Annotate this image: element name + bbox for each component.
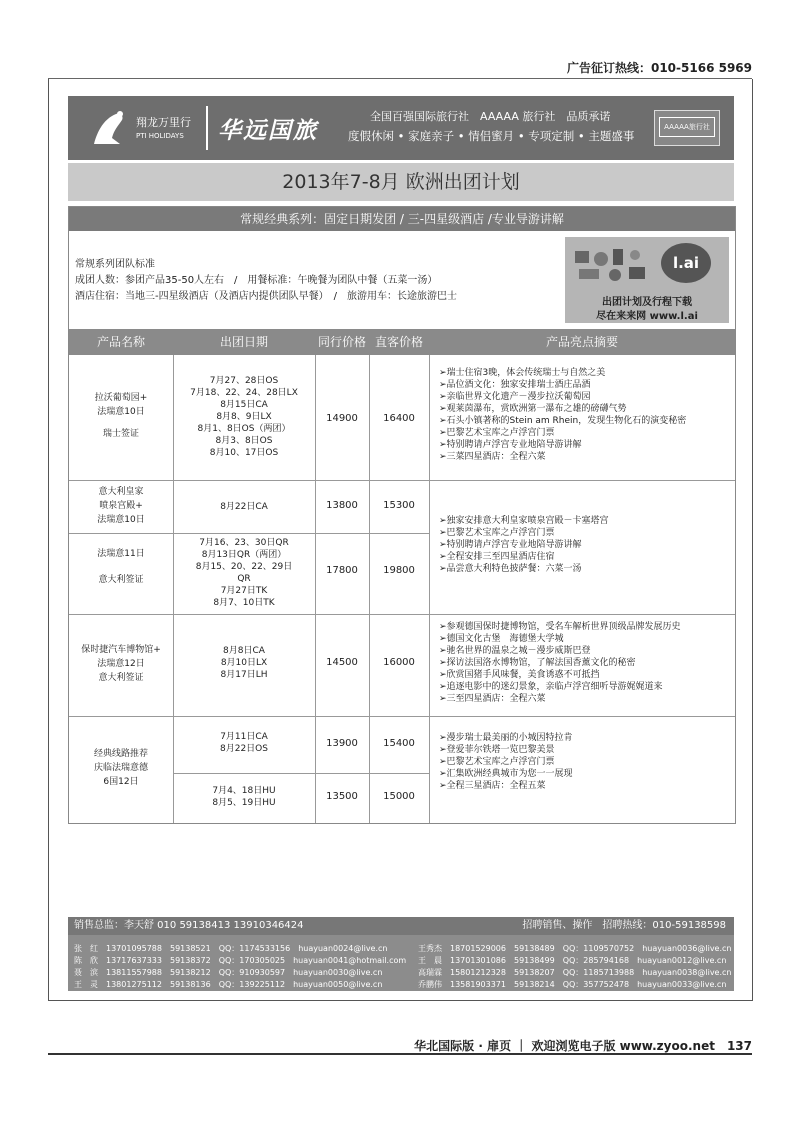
departure-dates bbox=[173, 731, 315, 755]
page-title: 2013年7-8月 欧洲出团计划 bbox=[68, 163, 734, 201]
peer-price: 13800 bbox=[326, 500, 358, 511]
lai-badge: l.ai bbox=[661, 243, 711, 283]
date-item: 8月5、19日HU bbox=[212, 798, 276, 808]
highlight-item: ➢ 汇集欧洲经典城市为您一一展现 bbox=[439, 768, 573, 780]
highlight-item: ➢ 驰名世界的温泉之城－漫步威斯巴登 bbox=[439, 645, 681, 657]
promo-download-text: 出团计划及行程下载 bbox=[602, 297, 692, 308]
highlight-item: ➢ 巴黎艺术宝库之卢浮宫门票 bbox=[439, 756, 573, 768]
product-name-line: 法瑞意10日 bbox=[97, 407, 145, 417]
highlight-item: ➢ 石头小镇著称的Stein am Rhein，发现生物化石的演变秘密 bbox=[439, 415, 686, 427]
product-name bbox=[69, 643, 173, 685]
header-hotline: 广告征订热线：010-5166 5969 bbox=[566, 61, 752, 75]
product-name bbox=[69, 391, 173, 441]
highlights-list bbox=[439, 367, 686, 463]
direct-price: 15000 bbox=[383, 791, 415, 802]
date-item: 8月13日QR（两团） bbox=[201, 550, 287, 560]
sales-director: 销售总监：李天舒 010 59138413 13910346424 bbox=[74, 920, 304, 931]
date-item: 8月7、10日TK bbox=[213, 598, 275, 608]
product-name-line: 瑞士签证 bbox=[102, 429, 139, 439]
header-product: 产品名称 bbox=[96, 335, 145, 349]
product-name-line: 喷泉宫殿+ bbox=[99, 501, 143, 511]
highlights-list bbox=[439, 732, 573, 792]
product-name-line: 拉沃葡萄园+ bbox=[94, 393, 148, 403]
header-direct-price: 直客价格 bbox=[374, 335, 423, 349]
highlight-item: ➢ 品尝意大利特色披萨餐：六菜一汤 bbox=[439, 563, 609, 575]
product-name-line: 保时捷汽车博物馆+ bbox=[81, 645, 161, 655]
date-item: 8月17日LH bbox=[220, 670, 268, 680]
peer-price: 17800 bbox=[326, 565, 358, 576]
departure-dates bbox=[173, 785, 315, 809]
product-name bbox=[69, 485, 173, 527]
product-name-line: 法瑞意12日 bbox=[97, 659, 145, 669]
date-item: 8月8日CA bbox=[223, 646, 265, 656]
date-item: 7月27、28日OS bbox=[209, 376, 279, 386]
row-divider bbox=[173, 773, 429, 774]
slogan-line-2: 度假休闲 • 家庭亲子 • 情侣蜜月 • 专项定制 • 主题盛事 bbox=[348, 129, 635, 143]
departure-dates bbox=[173, 501, 315, 513]
highlight-item: ➢ 品位酒文化：独家安排瑞士酒庄品酒 bbox=[439, 379, 686, 391]
highlight-item: ➢ 亲临世界文化遗产－漫步拉沃葡萄园 bbox=[439, 391, 686, 403]
product-name-line: 经典线路推荐 bbox=[93, 749, 148, 759]
highlight-item: ➢ 漫步瑞士最美丽的小城因特拉肯 bbox=[439, 732, 573, 744]
direct-price: 16000 bbox=[383, 657, 415, 668]
row-divider bbox=[69, 480, 735, 481]
peer-price: 14500 bbox=[326, 657, 358, 668]
col-divider bbox=[429, 355, 430, 823]
standards-title: 常规系列团队标准 bbox=[75, 259, 155, 270]
recruit-hotline: 招聘销售、操作 招聘热线：010-59138598 bbox=[522, 920, 726, 931]
lai-promo[interactable] bbox=[565, 237, 729, 323]
shopping-icons bbox=[571, 245, 657, 285]
group-standards bbox=[75, 257, 457, 305]
logo-separator bbox=[206, 106, 208, 150]
standards-hotel: 酒店住宿：当地三-四星级酒店（及酒店内提供团队早餐） / 旅游用车：长途旅游巴士 bbox=[75, 291, 457, 302]
slogan-line-1: 全国百强国际旅行社 AAAAA 旅行社 品质承诺 bbox=[370, 110, 611, 123]
contact-list-left bbox=[74, 943, 406, 991]
date-item: 8月3、8日OS bbox=[215, 436, 273, 446]
highlights-list bbox=[439, 515, 609, 575]
row-divider bbox=[69, 716, 735, 717]
date-item: 7月4、18日HU bbox=[212, 786, 276, 796]
col-divider bbox=[369, 355, 370, 823]
promo-site-link[interactable]: 尽在来来网 www.l.ai bbox=[596, 311, 698, 322]
direct-price: 15400 bbox=[383, 738, 415, 749]
direct-price: 16400 bbox=[383, 413, 415, 424]
highlight-item: ➢ 全程三星酒店：全程五菜 bbox=[439, 780, 573, 792]
contact-row: 陈 欣 13717637333 59138372 QQ：170305025 huayuan0041@hotmail.com bbox=[74, 956, 407, 965]
highlight-item: ➢ 巴黎艺术宝库之卢浮宫门票 bbox=[439, 427, 686, 439]
date-item: 8月15、20、22、29日 bbox=[195, 562, 293, 572]
header-highlights: 产品亮点摘要 bbox=[545, 335, 618, 349]
highlight-item: ➢ 观莱茵瀑布，赏欧洲第一瀑布之雄的磅礴气势 bbox=[439, 403, 686, 415]
page-footer-text: 华北国际版 · 扉页 ｜ 欢迎浏览电子版 www.zyoo.net 137 bbox=[414, 1039, 752, 1053]
date-item: 8月1、8日OS（两团） bbox=[197, 424, 291, 434]
contacts-footer bbox=[68, 917, 734, 991]
row-divider bbox=[69, 533, 429, 534]
contact-row: 王 晨 13701301086 59138499 QQ：285794168 huayuan0012@live.cn bbox=[418, 956, 727, 965]
highlight-item: ➢ 特别聘请卢浮宫专业地陪导游讲解 bbox=[439, 439, 686, 451]
peer-price: 13900 bbox=[326, 738, 358, 749]
date-item: 8月10、17日OS bbox=[209, 448, 279, 458]
kangaroo-logo-icon bbox=[84, 104, 194, 152]
logo-a-sub: PTI HOLIDAYS bbox=[136, 132, 184, 140]
date-item: 7月27日TK bbox=[220, 586, 268, 596]
aaaaa-badge-text: AAAAA旅行社 bbox=[659, 117, 715, 137]
contact-row: 张 红 13701095788 59138521 QQ：1174533156 huayuan0024@live.cn bbox=[74, 944, 388, 953]
huayuan-logo: 华远国旅 bbox=[218, 118, 318, 144]
highlight-item: ➢ 欣赏国猪手风味餐，美食诱惑不可抵挡 bbox=[439, 669, 681, 681]
product-name-line bbox=[69, 561, 173, 573]
highlights-list bbox=[439, 621, 681, 705]
departure-dates bbox=[173, 645, 315, 681]
departure-dates bbox=[173, 537, 315, 609]
itinerary-panel bbox=[68, 206, 736, 824]
direct-price: 19800 bbox=[383, 565, 415, 576]
product-name-line: 意大利皇家 bbox=[98, 487, 144, 497]
highlight-item: ➢ 全程安排三至四星酒店住宿 bbox=[439, 551, 609, 563]
highlight-item: ➢ 特别聘请卢浮宫专业地陪导游讲解 bbox=[439, 539, 609, 551]
product-name-line: 法瑞意10日 bbox=[97, 515, 145, 525]
highlight-item: ➢ 三菜四星酒店：全程六菜 bbox=[439, 451, 686, 463]
highlight-item: ➢ 巴黎艺术宝库之卢浮宫门票 bbox=[439, 527, 609, 539]
date-item: 8月22日CA bbox=[220, 502, 268, 512]
peer-price: 14900 bbox=[326, 413, 358, 424]
date-item: QR bbox=[237, 574, 251, 584]
highlight-item: ➢ 三至四星酒店：全程六菜 bbox=[439, 693, 681, 705]
highlight-item: ➢ 瑞士住宿3晚，体会传统瑞士与自然之美 bbox=[439, 367, 686, 379]
agency-banner bbox=[68, 96, 734, 160]
date-item: 8月8、9日LX bbox=[216, 412, 272, 422]
highlight-item: ➢ 追逐电影中的迷幻景象，亲临卢浮宫细听导游娓娓道来 bbox=[439, 681, 681, 693]
date-item: 8月10日LX bbox=[220, 658, 268, 668]
contact-row: 聂 滨 13811557988 59138212 QQ：910930597 huayuan0030@live.cn bbox=[74, 968, 383, 977]
product-name-line: 庆临法瑞意德 bbox=[93, 763, 148, 773]
product-name-line: 法瑞意11日 bbox=[97, 549, 145, 559]
table-header bbox=[69, 329, 735, 355]
product-name-line: 意大利签证 bbox=[98, 575, 144, 585]
aaaaa-badge bbox=[654, 110, 720, 146]
highlight-item: ➢ 独家安排意大利皇家喷泉宫殿－卡塞塔宫 bbox=[439, 515, 609, 527]
highlight-item: ➢ 德国文化古堡 海德堡大学城 bbox=[439, 633, 681, 645]
direct-price: 15300 bbox=[383, 500, 415, 511]
product-name-line: 意大利签证 bbox=[98, 673, 144, 683]
contact-row: 王秀杰 18701529006 59138489 QQ：1109570752 huayuan0036@live.cn bbox=[418, 944, 732, 953]
contact-row: 乔鹏伟 13581903371 59138214 QQ：357752478 huayuan0033@live.cn bbox=[418, 980, 727, 989]
contact-row: 高瑞霖 15801212328 59138207 QQ：1185713988 huayuan0038@live.cn bbox=[418, 968, 732, 977]
standards-group-size: 成团人数：参团产品35-50人左右 / 用餐标准：午晚餐为团队中餐（五菜一汤） bbox=[75, 275, 438, 286]
footer-header bbox=[68, 917, 734, 935]
product-name bbox=[69, 747, 173, 789]
product-name-line: 6国12日 bbox=[103, 777, 139, 787]
bottom-divider bbox=[48, 1053, 752, 1055]
highlight-item: ➢ 探访法国洛水博物馆，了解法国香薰文化的秘密 bbox=[439, 657, 681, 669]
date-item: 7月11日CA bbox=[220, 732, 268, 742]
highlight-item: ➢ 登爱菲尔铁塔一览巴黎美景 bbox=[439, 744, 573, 756]
contact-list-right bbox=[418, 943, 732, 991]
logo-a-text: 翔龙万里行 bbox=[136, 116, 191, 129]
series-bar: 常规经典系列：固定日期发团 / 三-四星级酒店 /专业导游讲解 bbox=[69, 207, 735, 231]
date-item: 8月15日CA bbox=[220, 400, 268, 410]
date-item: 8月22日OS bbox=[220, 744, 268, 754]
departure-dates bbox=[173, 375, 315, 459]
header-peer-price: 同行价格 bbox=[317, 335, 366, 349]
row-divider bbox=[69, 614, 735, 615]
date-item: 7月16、23、30日QR bbox=[199, 538, 289, 548]
header-dates: 出团日期 bbox=[219, 335, 268, 349]
col-divider bbox=[315, 355, 316, 823]
contact-row: 王 灵 13801275112 59138136 QQ：139225112 huayuan0050@live.cn bbox=[74, 980, 383, 989]
product-name bbox=[69, 547, 173, 587]
date-item: 7月18、22、24、28日LX bbox=[190, 388, 298, 398]
highlight-item: ➢ 参观德国保时捷博物馆，受名车解析世界顶级品牌发展历史 bbox=[439, 621, 681, 633]
product-name-line bbox=[69, 419, 173, 427]
peer-price: 13500 bbox=[326, 791, 358, 802]
